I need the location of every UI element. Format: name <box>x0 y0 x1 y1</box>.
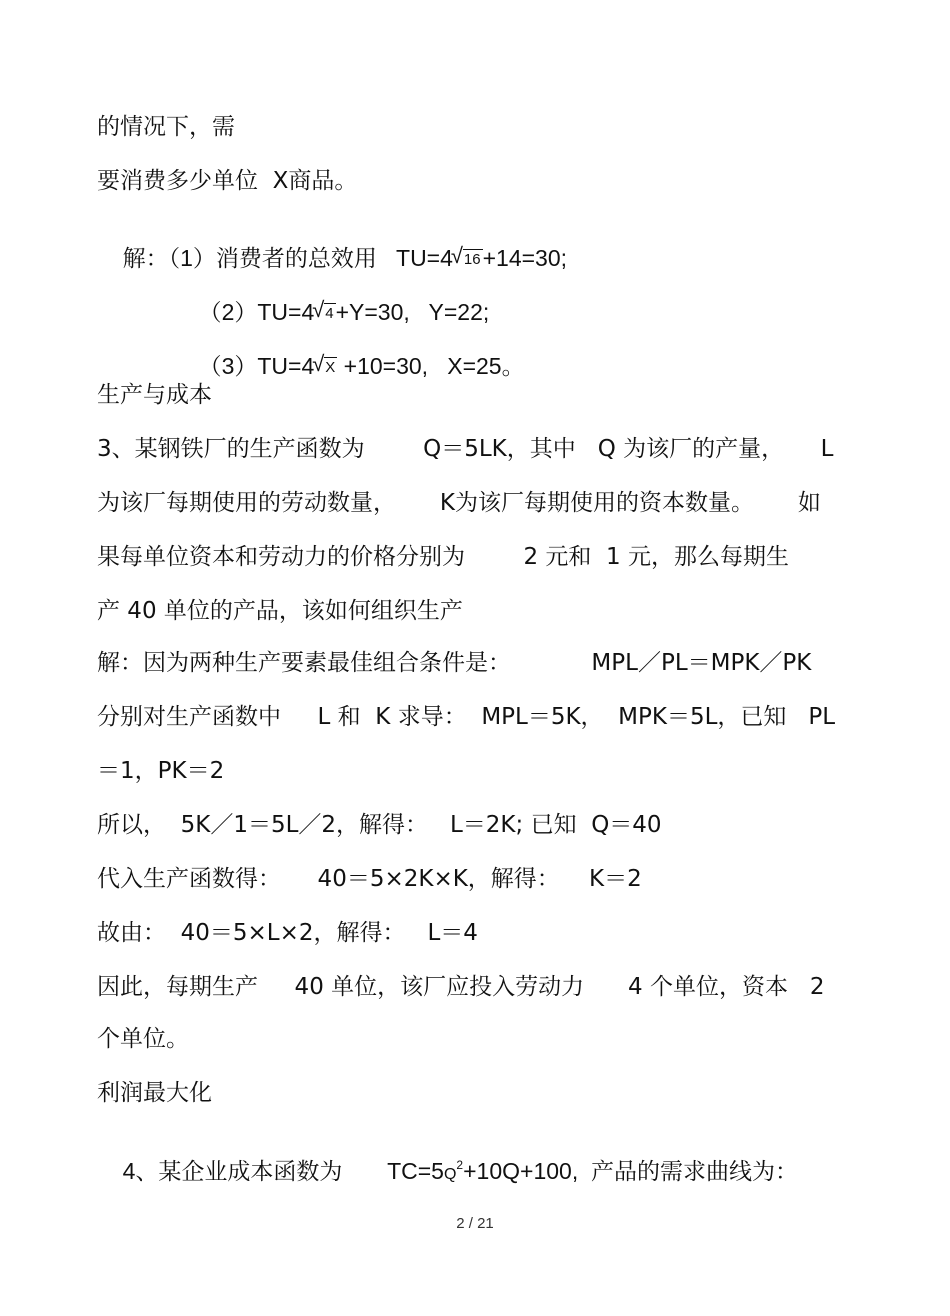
text-line: 3、某钢铁厂的生产函数为 Q＝5LK，其中 Q 为该厂的产量， L <box>97 436 834 462</box>
text-line: ＝1，PK＝2 <box>97 758 225 784</box>
text-line: 解：因为两种生产要素最佳组合条件是： MPL／PL＝MPK／PK <box>97 650 812 676</box>
text-line: 要消费多少单位 X商品。 <box>97 168 358 194</box>
page-number: 2 / 21 <box>456 1215 494 1232</box>
exponent: 2 <box>456 1158 464 1172</box>
text-line: 所以， 5K／1＝5L／2，解得： L＝2K; 已知 Q＝40 <box>97 812 662 838</box>
text-line: 产 40 单位的产品，该如何组织生产 <box>97 598 463 624</box>
solution-text: +Y=30, Y=22; <box>335 299 490 325</box>
text-line: 的情况下，需 <box>97 114 235 140</box>
problem-text: +10Q+100, 产品的需求曲线为： <box>463 1158 798 1184</box>
text-line: 代入生产函数得： 40＝5×2K×K，解得： K＝2 <box>97 866 642 892</box>
problem-text: 4、某企业成本函数为 TC=5 <box>122 1158 444 1184</box>
section-heading: 利润最大化 <box>97 1080 212 1106</box>
sqrt-expression <box>314 355 337 378</box>
variable-q: Q <box>443 1166 457 1183</box>
text-line: 分别对生产函数中 L 和 K 求导： MPL＝5K， MPK＝5L，已知 PL <box>97 704 836 730</box>
radicand: 4 <box>325 305 334 322</box>
section-heading: 生产与成本 <box>97 382 212 408</box>
solution-text: （2）TU=4 <box>198 299 315 325</box>
text-line: 个单位。 <box>97 1026 189 1052</box>
text-line: 因此，每期生产 40 单位，该厂应投入劳动力 4 个单位，资本 2 <box>97 974 825 1000</box>
problem-4-line <box>97 1136 798 1206</box>
solution-line-3 <box>173 332 525 401</box>
solution-text: （3）TU=4 <box>198 353 315 379</box>
radicand: 16 <box>463 251 481 268</box>
text-line: 故由： 40＝5×L×2，解得： L＝4 <box>97 920 478 946</box>
solution-text: +10=30, X=25。 <box>337 353 525 379</box>
solution-text: +14=30; <box>482 245 568 271</box>
text-line: 为该厂每期使用的劳动数量， K为该厂每期使用的资本数量。 如 <box>97 490 821 516</box>
radicand: X <box>325 359 336 376</box>
sqrt-expression <box>453 247 483 270</box>
sqrt-expression <box>314 301 335 324</box>
solution-text: 解：（1）消费者的总效用 TU=4 <box>122 245 453 271</box>
text-line: 果每单位资本和劳动力的价格分别为 2 元和 1 元，那么每期生 <box>97 544 789 570</box>
